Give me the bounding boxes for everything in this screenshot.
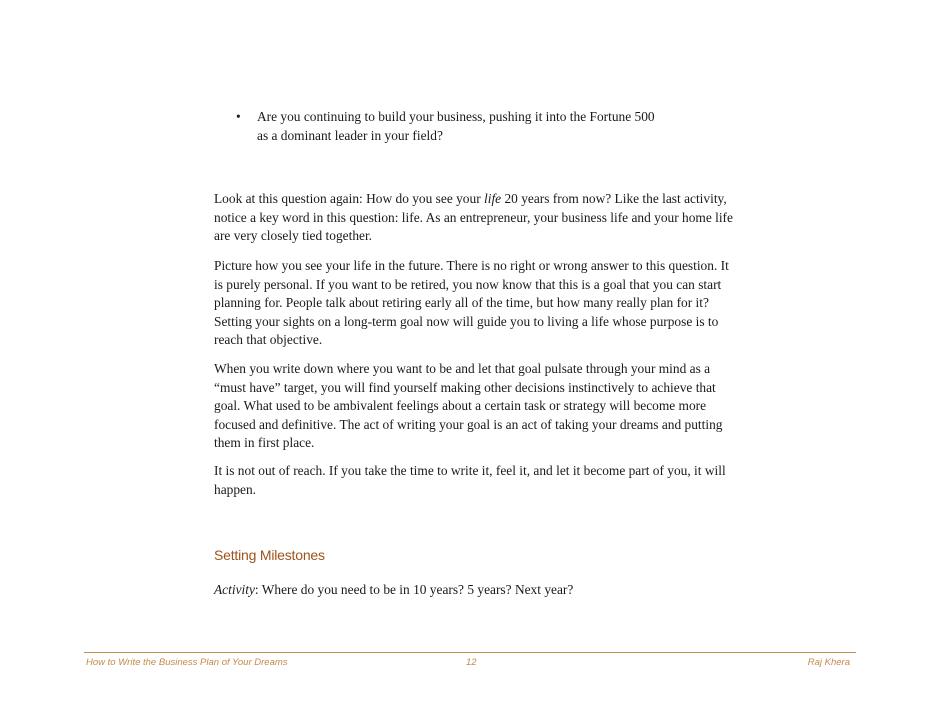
paragraph-1-end: 20 years from now? Like the last activity, notice a key word in this question: life. As an entrepreneur, your business life and your home life are very closely tied together.: [214, 191, 733, 243]
activity-line: [214, 582, 573, 598]
activity-label: Activity: [214, 582, 255, 597]
bullet-line-1: Are you continuing to build your business, pushing it into the Fortune 500: [257, 109, 655, 124]
section-heading: Setting Milestones: [214, 547, 325, 563]
activity-question: : Where do you need to be in 10 years? 5 years? Next year?: [254, 582, 574, 597]
bullet-text: [257, 108, 736, 145]
paragraph-3: When you write down where you want to be and let that goal pulsate through your mind as a “must have” target, you will find yourself making other decisions instinctively to achieve that goal. What used to be ambivalent feelings about a certain task or strategy will become more focused and definitive. The act of writing your goal is an act of taking your dreams and putting them in first place.: [214, 361, 723, 450]
paragraph-2: Picture how you see your life in the future. There is no right or wrong answer to this question. It is purely personal. If you want to be retired, you now know that this is a goal that you can start planning for. People talk about retiring early all of the time, but how many really plan for it? Setting your sights on a long-term goal now will guide you to living a life whose purpose is to reach that objective.: [214, 258, 729, 347]
bullet-item: [236, 108, 736, 145]
paragraph-1-emphasis: life: [484, 191, 502, 206]
footer-book-title: How to Write the Business Plan of Your Dreams: [86, 657, 288, 668]
footer-divider: [84, 652, 856, 653]
bullet-symbol: •: [236, 109, 241, 124]
paragraph-4: It is not out of reach. If you take the time to write it, feel it, and let it become part of you, it will happen.: [214, 463, 726, 497]
page-number: 12: [466, 657, 477, 668]
footer-author: Raj Khera: [807, 657, 850, 668]
paragraph-1: [214, 190, 736, 246]
paragraph-1-start: Look at this question again: How do you see your: [214, 191, 485, 206]
bullet-line-2: as a dominant leader in your field?: [257, 127, 443, 143]
